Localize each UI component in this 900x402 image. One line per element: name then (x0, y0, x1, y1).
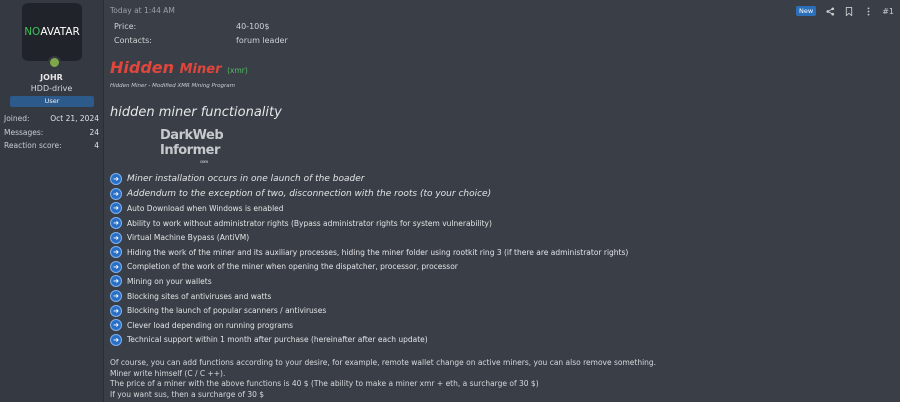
feature-text: Technical support within 1 month after purchase (hereinafter after each update) (127, 335, 428, 345)
avatar-no-text: NO (24, 26, 41, 38)
arrow-right-icon: ➜ (110, 275, 122, 287)
username[interactable]: JOHR (40, 73, 63, 82)
feature-text: Blocking sites of antiviruses and watts (127, 291, 272, 301)
list-item (110, 303, 628, 318)
title-part1: Hidden (110, 58, 175, 77)
new-badge: New (796, 6, 816, 16)
arrow-right-icon: ➜ (110, 261, 122, 273)
arrow-right-icon: ➜ (110, 305, 122, 317)
stat-messages (4, 128, 99, 142)
list-item (110, 274, 628, 289)
feature-list (110, 172, 628, 347)
post-title (110, 58, 248, 77)
stat-value: Oct 21, 2024 (50, 114, 99, 123)
share-icon[interactable] (825, 6, 835, 16)
field-value: forum leader (236, 36, 288, 45)
title-tag: (xmr) (227, 66, 248, 75)
arrow-right-icon: ➜ (110, 217, 122, 229)
paragraph-line: Of course, you can add functions according to your desire, for example, remote wallet change on active miners, you can also remove something. (110, 358, 657, 367)
list-item (110, 172, 628, 187)
user-banner: User (10, 96, 94, 107)
list-item (110, 201, 628, 216)
user-title: HDD-drive (30, 84, 73, 93)
more-icon[interactable] (863, 6, 873, 16)
list-item (110, 260, 628, 275)
post-timestamp[interactable]: Today at 1:44 AM (110, 6, 175, 15)
paragraph-line: If you want sus, then a surcharge of 30 $ (110, 389, 265, 399)
paragraph-line: Miner write himself (C / C ++). (110, 368, 226, 378)
user-stats (4, 114, 99, 155)
arrow-right-icon: ➜ (110, 246, 122, 258)
avatar-text: AVATAR (40, 26, 80, 38)
list-item (110, 187, 628, 202)
list-item (110, 333, 628, 348)
arrow-right-icon: ➜ (110, 202, 122, 214)
post-subtitle: Hidden Miner - Modified XMR Mining Program (110, 83, 235, 89)
arrow-right-icon: ➜ (110, 319, 122, 331)
paragraph-line: The price of a miner with the above functions is 40 $ (The ability to make a miner xmr + eth, a surcharge of 30 $) (110, 379, 539, 388)
feature-text: Addendum to the exception of two, disconnection with the roots (to your choice) (127, 188, 492, 199)
list-item (110, 216, 628, 231)
bookmark-icon[interactable] (844, 6, 854, 16)
feature-text: Blocking the launch of popular scanners / antiviruses (127, 306, 327, 316)
list-item (110, 289, 628, 304)
feature-text: Auto Download when Windows is enabled (127, 203, 284, 213)
field-value: 40-100$ (236, 22, 270, 31)
feature-text: Miner installation occurs in one launch of the boader (127, 174, 365, 185)
post-number[interactable]: #1 (882, 6, 894, 16)
arrow-right-icon: ➜ (110, 334, 122, 346)
stat-label: Messages: (4, 127, 44, 137)
list-item (110, 318, 628, 333)
list-item (110, 245, 628, 260)
logo-line2: Informer (160, 143, 220, 158)
arrow-right-icon: ➜ (110, 173, 122, 185)
feature-text: Virtual Machine Bypass (AntiVM) (127, 233, 250, 243)
stat-label: Joined: (4, 114, 30, 123)
user-sidebar (0, 0, 104, 402)
logo-sub: com (200, 159, 208, 164)
arrow-right-icon: ➜ (110, 232, 122, 244)
feature-text: Clever load depending on running programs (127, 320, 294, 330)
feature-text: Completion of the work of the miner when opening the dispatcher, processor, processor (127, 262, 458, 272)
arrow-right-icon: ➜ (110, 188, 122, 200)
feature-text: Mining on your wallets (127, 276, 212, 286)
arrow-right-icon: ➜ (110, 290, 122, 302)
field-key: Contacts: (114, 36, 152, 45)
stat-reactions (4, 141, 99, 155)
list-item (110, 230, 628, 245)
stat-value[interactable]: 24 (89, 127, 99, 137)
online-status-icon (48, 56, 61, 69)
feature-text: Hiding the work of the miner and its auxiliary processes, hiding the miner folder using rootkit ring 3 (if there are administrator rights) (127, 247, 629, 257)
watermark-logo (160, 128, 223, 169)
avatar[interactable] (22, 3, 82, 61)
feature-text: Ability to work without administrator rights (Bypass administrator rights for system vulnerability) (127, 218, 492, 228)
post-footer-text (110, 358, 656, 400)
title-part2: Miner (179, 62, 222, 77)
field-key: Price: (114, 22, 137, 31)
stat-value: 4 (94, 141, 99, 150)
post-body (104, 0, 900, 402)
stat-label: Reaction score: (4, 141, 62, 150)
section-heading: hidden miner functionality (110, 105, 282, 120)
post-actions (796, 6, 894, 16)
logo-line1: DarkWeb (160, 128, 224, 143)
stat-joined (4, 114, 99, 128)
